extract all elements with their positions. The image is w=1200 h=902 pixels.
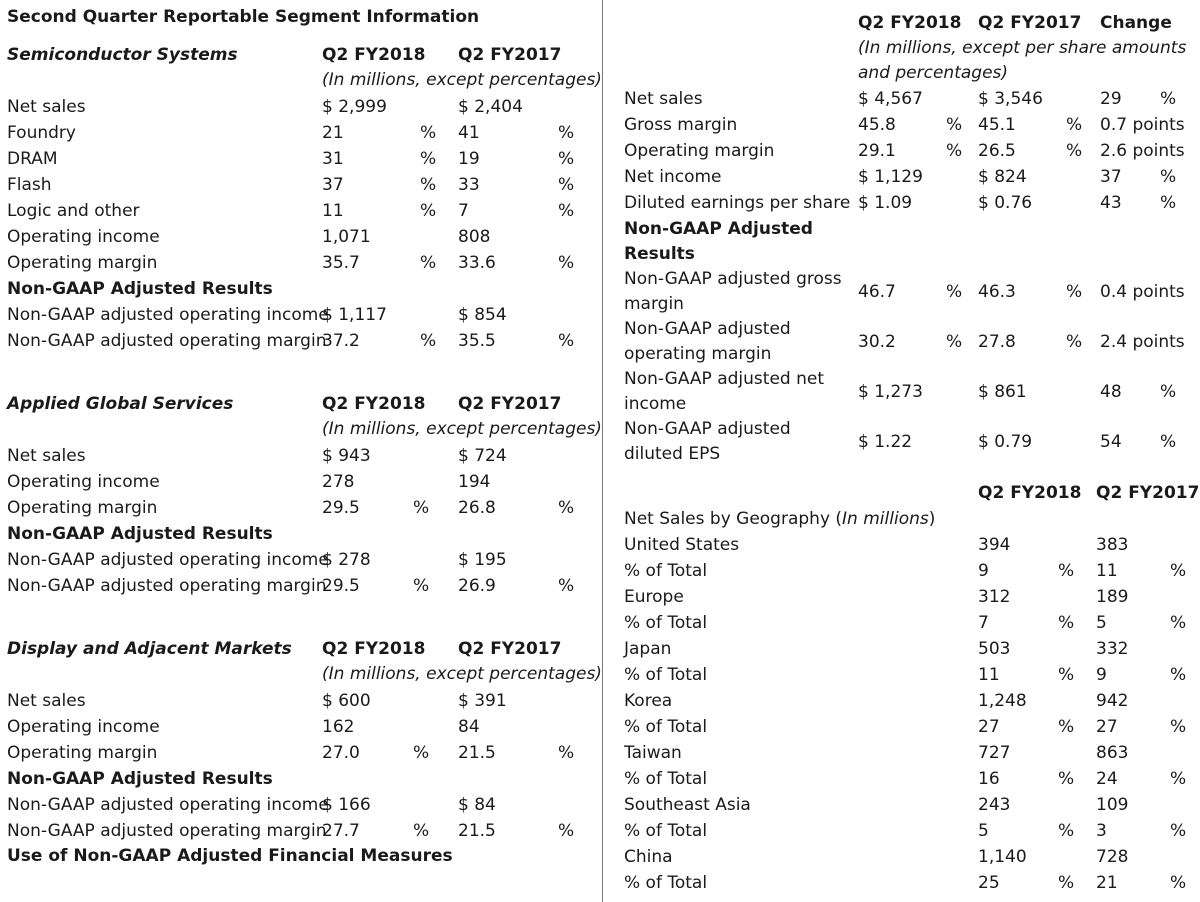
- row-label: Non-GAAP adjusted operating income: [7, 795, 329, 815]
- row-unit: %: [1160, 89, 1177, 109]
- row-unit: %: [558, 123, 575, 143]
- row-value: 278: [322, 472, 355, 492]
- row-label: Non-GAAP adjusted operating income: [7, 550, 329, 570]
- row-value: $ 1,117: [322, 305, 387, 325]
- row-label: Net sales: [624, 89, 703, 109]
- row-value: 11: [1096, 561, 1118, 581]
- row-unit: %: [1058, 769, 1075, 789]
- row-value: $ 1,129: [858, 167, 923, 187]
- row-value: $ 166: [322, 795, 371, 815]
- row-unit: %: [1170, 717, 1187, 737]
- row-value: 30.2: [858, 332, 896, 352]
- row-unit: %: [1066, 282, 1083, 302]
- row-unit: %: [1160, 193, 1177, 213]
- row-unit: %: [558, 331, 575, 351]
- row-value: $ 2,404: [458, 97, 523, 117]
- row-value: 45.1: [978, 115, 1016, 135]
- row-unit: %: [1058, 873, 1075, 893]
- geography-title: [624, 506, 935, 532]
- row-value: 26.9: [458, 576, 496, 596]
- row-value: 5: [1096, 613, 1107, 633]
- row-unit: %: [946, 115, 963, 135]
- row-label: Logic and other: [7, 201, 140, 221]
- geography-title-unit: In millions: [842, 509, 929, 529]
- row-value: 43: [1100, 193, 1122, 213]
- nongaap-heading: Non-GAAP Adjusted Results: [7, 279, 273, 299]
- row-label: Operating margin: [7, 743, 158, 763]
- row-value: 25: [978, 873, 1000, 893]
- row-unit: %: [1160, 167, 1177, 187]
- row-label: Non-GAAP adjusted operating income: [7, 305, 329, 325]
- row-value: 9: [1096, 665, 1107, 685]
- row-label: Operating income: [7, 717, 160, 737]
- row-value: 2.6 points: [1100, 141, 1185, 161]
- row-label: Non-GAAP adjusted operating margin: [7, 331, 327, 351]
- row-unit: %: [1058, 717, 1075, 737]
- row-value: 1,140: [978, 847, 1027, 867]
- row-value: 27.7: [322, 821, 360, 841]
- row-value: 24: [1096, 769, 1118, 789]
- row-value: $ 724: [458, 446, 507, 466]
- row-label: Diluted earnings per share: [624, 193, 851, 213]
- row-value: 503: [978, 639, 1011, 659]
- row-unit: %: [420, 123, 437, 143]
- row-value: 26.8: [458, 498, 496, 518]
- row-value: 31: [322, 149, 344, 169]
- row-unit: %: [420, 149, 437, 169]
- row-value: 45.8: [858, 115, 896, 135]
- row-unit: %: [946, 332, 963, 352]
- row-value: 109: [1096, 795, 1129, 815]
- row-unit: %: [413, 821, 430, 841]
- nongaap-heading: Non-GAAP Adjusted Results: [7, 524, 273, 544]
- row-unit: %: [1170, 613, 1187, 633]
- row-value: 26.5: [978, 141, 1016, 161]
- row-value: 1,071: [322, 227, 371, 247]
- row-unit: %: [413, 743, 430, 763]
- row-unit: %: [558, 201, 575, 221]
- row-value: $ 3,546: [978, 89, 1043, 109]
- row-unit: %: [1066, 141, 1083, 161]
- segment-title: Display and Adjacent Markets: [7, 639, 292, 659]
- row-value: 29.1: [858, 141, 896, 161]
- row-value: $ 4,567: [858, 89, 923, 109]
- row-unit: %: [1170, 665, 1187, 685]
- row-label: Net sales: [7, 446, 86, 466]
- row-label: China: [624, 847, 673, 867]
- row-value: 1,248: [978, 691, 1027, 711]
- row-unit: %: [1066, 332, 1083, 352]
- row-value: 37.2: [322, 331, 360, 351]
- column-header: Q2 FY2018: [322, 639, 426, 659]
- row-label: Non-GAAP adjusted diluted EPS: [624, 419, 791, 464]
- row-unit: %: [1170, 769, 1187, 789]
- row-label: United States: [624, 535, 740, 555]
- row-unit: %: [1058, 561, 1075, 581]
- nongaap-heading: Non-GAAP Adjusted Results: [624, 219, 813, 264]
- row-label: Gross margin: [624, 115, 738, 135]
- row-label: Flash: [7, 175, 52, 195]
- geography-title-close: ): [928, 509, 936, 529]
- row-value: $ 84: [458, 795, 496, 815]
- row-unit: %: [420, 331, 437, 351]
- row-value: $ 824: [978, 167, 1027, 187]
- row-label: Net sales: [7, 97, 86, 117]
- row-value: 21.5: [458, 743, 496, 763]
- row-value: $ 1.22: [858, 432, 913, 452]
- column-divider: [602, 0, 603, 902]
- row-unit: %: [413, 498, 430, 518]
- row-value: 727: [978, 743, 1011, 763]
- row-value: 863: [1096, 743, 1129, 763]
- row-value: 35.7: [322, 253, 360, 273]
- row-unit: %: [558, 498, 575, 518]
- row-label: % of Total: [624, 769, 708, 789]
- row-label: % of Total: [624, 665, 708, 685]
- row-value: 7: [978, 613, 989, 633]
- row-value: 41: [458, 123, 480, 143]
- row-value: 21: [322, 123, 344, 143]
- row-value: 394: [978, 535, 1011, 555]
- row-value: 162: [322, 717, 355, 737]
- row-unit: %: [420, 253, 437, 273]
- row-unit: %: [558, 253, 575, 273]
- row-unit: %: [413, 576, 430, 596]
- units-note: (In millions, except percentages): [322, 419, 602, 439]
- column-header: Q2 FY2018: [978, 483, 1082, 503]
- row-value: 19: [458, 149, 480, 169]
- row-value: 48: [1100, 382, 1122, 402]
- row-label: % of Total: [624, 717, 708, 737]
- nongaap-heading: Non-GAAP Adjusted Results: [7, 769, 273, 789]
- row-value: 21.5: [458, 821, 496, 841]
- row-value: $ 2,999: [322, 97, 387, 117]
- segment-title: Applied Global Services: [7, 394, 234, 414]
- row-unit: %: [1058, 821, 1075, 841]
- geography-title-text: Net Sales by Geography (: [624, 509, 843, 529]
- units-note: (In millions, except per share amounts and percentages): [858, 38, 1187, 83]
- row-label: Net sales: [7, 691, 86, 711]
- row-value: 383: [1096, 535, 1129, 555]
- row-label: Operating income: [7, 472, 160, 492]
- row-value: 11: [322, 201, 344, 221]
- row-value: $ 854: [458, 305, 507, 325]
- segment-title: Semiconductor Systems: [7, 45, 238, 65]
- column-header: Q2 FY2017: [458, 639, 562, 659]
- row-value: $ 943: [322, 446, 371, 466]
- row-value: $ 195: [458, 550, 507, 570]
- row-label: Operating income: [7, 227, 160, 247]
- row-value: 11: [978, 665, 1000, 685]
- row-unit: %: [558, 576, 575, 596]
- row-label: Operating margin: [7, 253, 158, 273]
- row-value: $ 391: [458, 691, 507, 711]
- row-unit: %: [1058, 613, 1075, 633]
- row-value: $ 1,273: [858, 382, 923, 402]
- page-title: Second Quarter Reportable Segment Information: [7, 7, 480, 27]
- row-label: Non-GAAP adjusted net income: [624, 369, 824, 414]
- row-label: Foundry: [7, 123, 76, 143]
- row-value: 0.4 points: [1100, 282, 1185, 302]
- units-note: (In millions, except percentages): [322, 70, 602, 90]
- units-note: (In millions, except percentages): [322, 664, 602, 684]
- row-unit: %: [558, 149, 575, 169]
- row-value: 243: [978, 795, 1011, 815]
- row-label: Operating margin: [624, 141, 775, 161]
- column-header: Q2 FY2018: [322, 45, 426, 65]
- row-label: DRAM: [7, 149, 58, 169]
- row-value: $ 0.76: [978, 193, 1033, 213]
- row-value: 728: [1096, 847, 1129, 867]
- row-value: 2.4 points: [1100, 332, 1185, 352]
- row-unit: %: [420, 201, 437, 221]
- row-label: Non-GAAP adjusted operating margin: [624, 319, 791, 364]
- row-label: Non-GAAP adjusted operating margin: [7, 576, 327, 596]
- row-label: Southeast Asia: [624, 795, 751, 815]
- row-label: % of Total: [624, 613, 708, 633]
- row-unit: %: [1066, 115, 1083, 135]
- row-label: Non-GAAP adjusted operating margin: [7, 821, 327, 841]
- row-value: $ 0.79: [978, 432, 1033, 452]
- row-unit: %: [1160, 382, 1177, 402]
- row-label: % of Total: [624, 873, 708, 893]
- row-value: 194: [458, 472, 491, 492]
- column-header: Q2 FY2018: [322, 394, 426, 414]
- row-value: 29: [1100, 89, 1122, 109]
- row-value: 27.0: [322, 743, 360, 763]
- footer-heading: Use of Non-GAAP Adjusted Financial Measures: [7, 846, 453, 866]
- row-value: 29.5: [322, 498, 360, 518]
- row-value: 312: [978, 587, 1011, 607]
- row-value: 27: [978, 717, 1000, 737]
- row-value: 5: [978, 821, 989, 841]
- column-header: Q2 FY2017: [978, 13, 1082, 33]
- row-value: 29.5: [322, 576, 360, 596]
- row-value: 27.8: [978, 332, 1016, 352]
- row-unit: %: [1170, 561, 1187, 581]
- row-value: 942: [1096, 691, 1129, 711]
- row-value: 7: [458, 201, 469, 221]
- row-value: 21: [1096, 873, 1118, 893]
- row-unit: %: [946, 282, 963, 302]
- row-value: 332: [1096, 639, 1129, 659]
- row-label: Japan: [624, 639, 672, 659]
- row-value: 37: [1100, 167, 1122, 187]
- row-value: 9: [978, 561, 989, 581]
- column-header: Q2 FY2018: [858, 13, 962, 33]
- row-label: % of Total: [624, 561, 708, 581]
- row-value: 46.7: [858, 282, 896, 302]
- row-value: 0.7 points: [1100, 115, 1185, 135]
- row-value: 189: [1096, 587, 1129, 607]
- row-unit: %: [1170, 873, 1187, 893]
- column-header: Change: [1100, 13, 1172, 33]
- row-unit: %: [1170, 821, 1187, 841]
- row-value: 808: [458, 227, 491, 247]
- row-value: 37: [322, 175, 344, 195]
- column-header: Q2 FY2017: [1096, 483, 1200, 503]
- row-value: 33.6: [458, 253, 496, 273]
- row-unit: %: [1058, 665, 1075, 685]
- row-value: 16: [978, 769, 1000, 789]
- row-value: $ 1.09: [858, 193, 913, 213]
- row-value: $ 861: [978, 382, 1027, 402]
- row-label: Europe: [624, 587, 684, 607]
- row-value: 46.3: [978, 282, 1016, 302]
- row-unit: %: [558, 821, 575, 841]
- row-label: Operating margin: [7, 498, 158, 518]
- row-value: $ 600: [322, 691, 371, 711]
- column-header: Q2 FY2017: [458, 394, 562, 414]
- row-unit: %: [558, 175, 575, 195]
- row-value: 3: [1096, 821, 1107, 841]
- row-label: Non-GAAP adjusted gross margin: [624, 269, 842, 314]
- row-value: 54: [1100, 432, 1122, 452]
- row-unit: %: [558, 743, 575, 763]
- row-label: Taiwan: [624, 743, 682, 763]
- row-value: 27: [1096, 717, 1118, 737]
- row-label: % of Total: [624, 821, 708, 841]
- row-label: Korea: [624, 691, 673, 711]
- column-header: Q2 FY2017: [458, 45, 562, 65]
- row-value: 84: [458, 717, 480, 737]
- row-unit: %: [420, 175, 437, 195]
- row-value: $ 278: [322, 550, 371, 570]
- row-unit: %: [1160, 432, 1177, 452]
- row-unit: %: [946, 141, 963, 161]
- row-label: Net income: [624, 167, 722, 187]
- row-value: 33: [458, 175, 480, 195]
- row-value: 35.5: [458, 331, 496, 351]
